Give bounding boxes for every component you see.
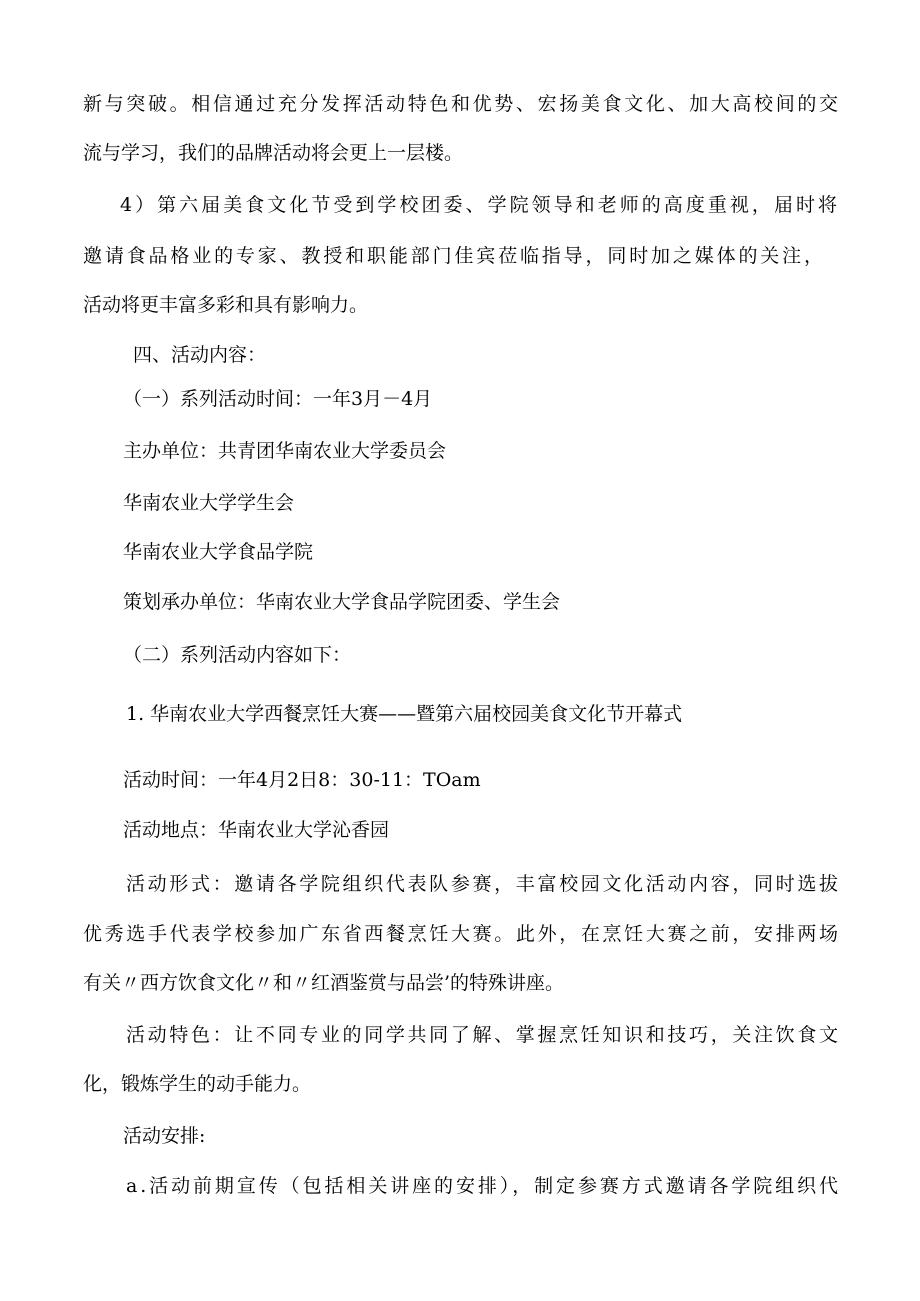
paragraph-line: 新与突破。相信通过充分发挥活动特色和优势、宏扬美食文化、加大高校间的交: [83, 93, 841, 115]
paragraph-line: a.活动前期宣传（包括相关讲座的安排），制定参赛方式邀请各学院组织代: [126, 1175, 841, 1197]
paragraph-line: 活动特色：让不同专业的同学共同了解、掌握烹饪知识和技巧，关注饮食文: [126, 1024, 841, 1046]
list-item-title: 1. 华南农业大学西餐烹饪大赛——暨第六届校园美食文化节开幕式: [126, 703, 683, 725]
paragraph-line: 邀请食品格业的专家、教授和职能部门佳宾莅临指导，同时加之媒体的关注，: [83, 245, 826, 267]
paragraph-line: （二）系列活动内容如下：: [123, 644, 352, 666]
paragraph-line: 活动将更丰富多彩和具有影响力。: [83, 294, 369, 316]
paragraph-line: 华南农业大学学生会: [123, 492, 295, 514]
section-heading: 四、活动内容：: [133, 344, 267, 366]
paragraph-line: 优秀选手代表学校参加广东省西餐烹饪大赛。此外，在烹饪大赛之前，安排两场: [83, 923, 841, 945]
paragraph-line: 流与学习，我们的品牌活动将会更上一层楼。: [83, 142, 464, 164]
paragraph-line: 4）第六届美食文化节受到学校团委、学院领导和老师的高度重视，届时将: [120, 194, 841, 216]
paragraph-line: 华南农业大学食品学院: [123, 541, 314, 563]
paragraph-line: 活动安排:: [123, 1125, 206, 1147]
paragraph-line: 有关〃西方饮食文化〃和〃红酒鉴赏与品尝’的特殊讲座。: [83, 972, 565, 994]
paragraph-line: 活动地点：华南农业大学沁香园: [123, 819, 390, 841]
paragraph-line: 策划承办单位：华南农业大学食品学院团委、学生会: [123, 591, 561, 613]
paragraph-line: 活动形式：邀请各学院组织代表队参赛，丰富校园文化活动内容，同时选拔: [126, 873, 841, 895]
paragraph-line: （一）系列活动时间：一年3月－4月: [123, 388, 433, 410]
paragraph-line: 化，锻炼学生的动手能力。: [83, 1073, 312, 1095]
paragraph-line: 主办单位：共青团华南农业大学委员会: [123, 440, 447, 462]
paragraph-line: 活动时间：一年4月2日8：30-11：TOam: [123, 769, 481, 791]
